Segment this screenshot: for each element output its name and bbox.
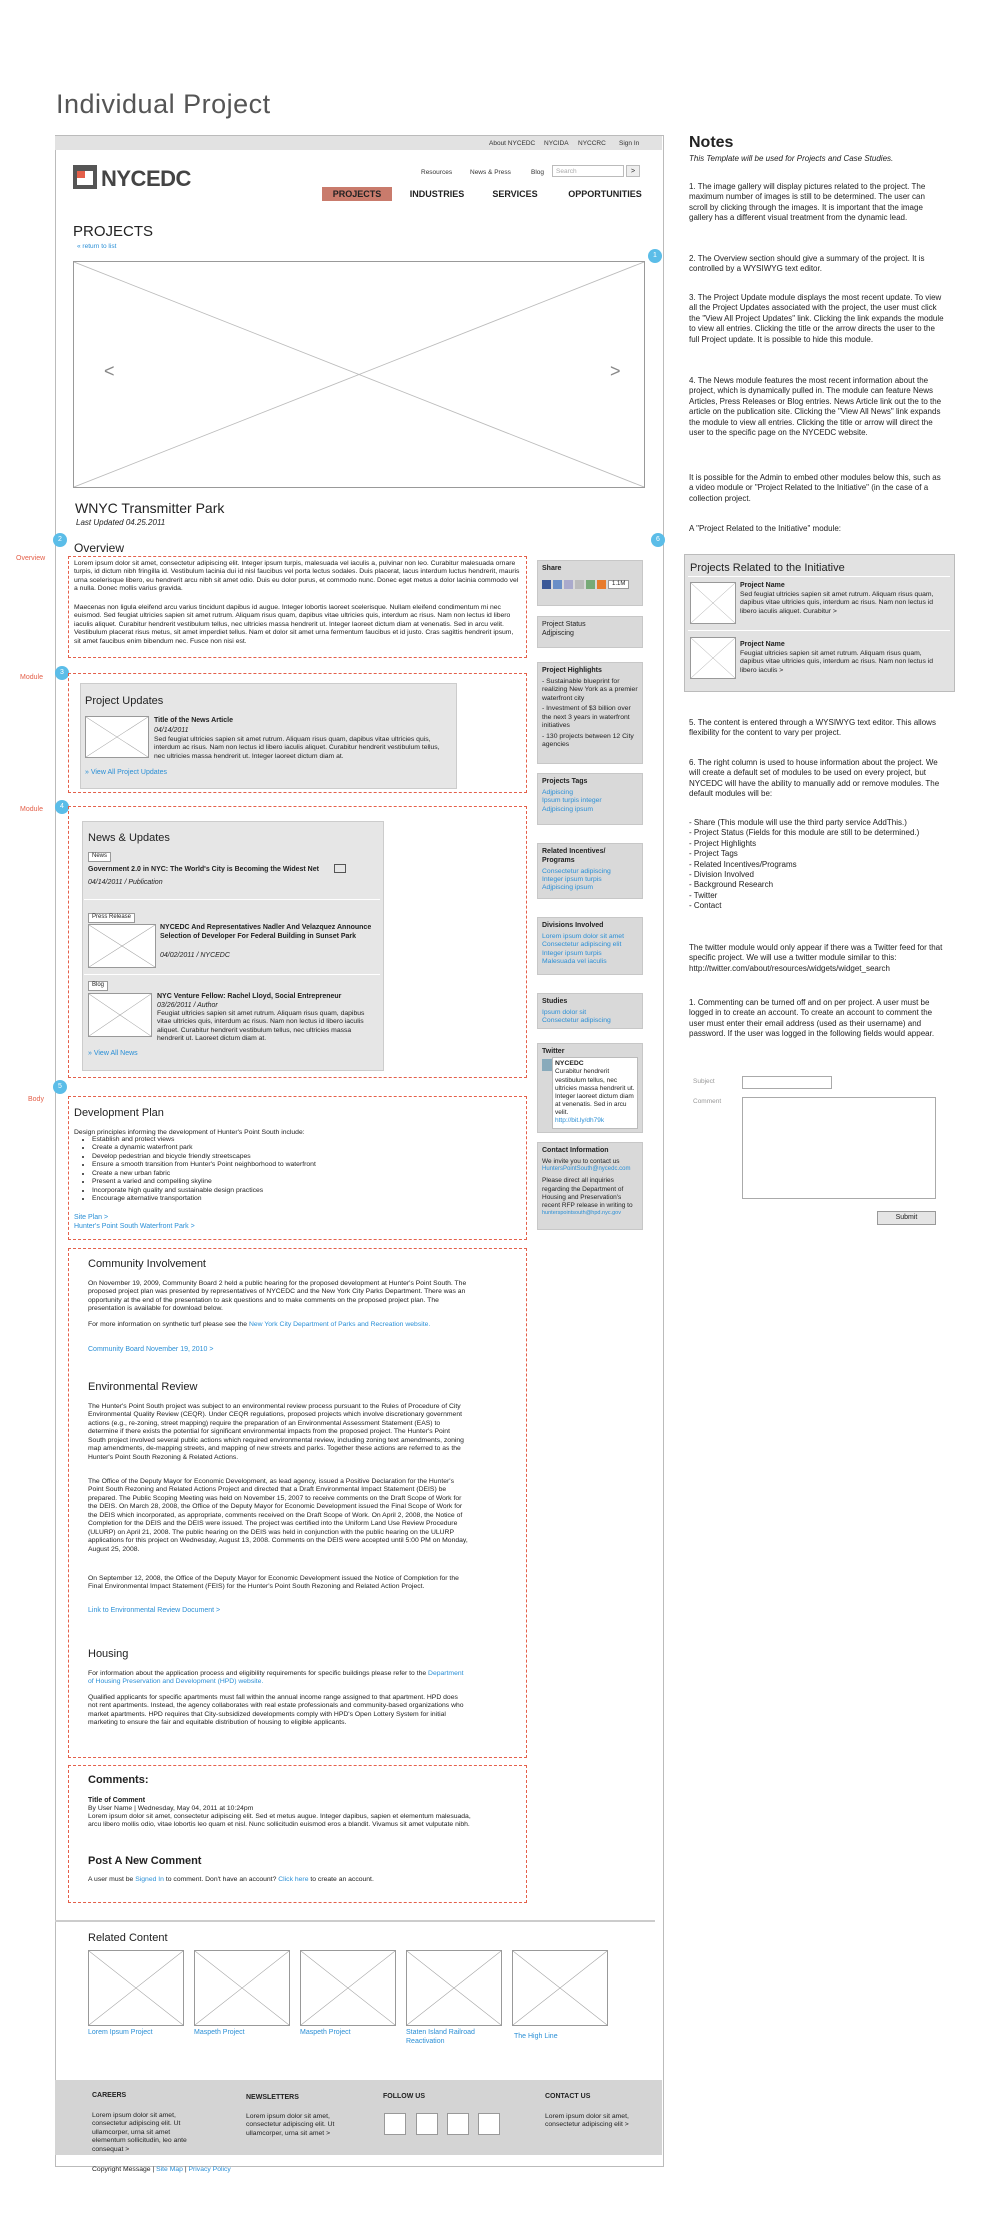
signed-in-link[interactable]: Signed In	[135, 1876, 164, 1883]
page-title: Individual Project	[56, 89, 271, 119]
env-paragraph-1: The Hunter's Point South project was subject to an environmental review process pursuant to the Rules of Procedure of City Environmental Quality Review (CEQR). Under CEQR regulations, proposed projects which involve discretionary government actions (e.g., re-zoning, street mapping) require the preparation of an Environmental Assessment Statement (EAS) to determine if there exists the potential for significant environmental impacts from the proposed project. The Hunter's Point South project involved several public actions which required environmental review, including zoning text amendments, zoning map amendments, de-mapping streets, and mapping of new streets and parks. Together these actions are referred to as the Hunter's Point South Rezoning & Related Actions.	[88, 1403, 464, 1461]
community-paragraph: On November 19, 2009, Community Board 2 held a public hearing for the proposed development at Hunter's Point South. The proposed project plan was presented by representatives of NYCEDC and the New York City Parks Department. There was an opportunity at the end of the presentation to ask questions and to make comments on the proposed project plan. The presentation is available for download below.	[88, 1280, 467, 1313]
footer-bottom-links: Copyright Message | Site Map | Privacy Policy	[92, 2166, 231, 2173]
gallery-prev-arrow[interactable]: <	[104, 361, 115, 381]
project-status-module	[537, 616, 643, 648]
post-mid: to comment. Don't have an account?	[165, 1876, 277, 1883]
related-initiative-title: Projects Related to the Initiative	[690, 562, 845, 574]
related-link[interactable]: The High Line	[514, 2033, 558, 2040]
dev-plan-list	[74, 1136, 492, 1204]
gallery-placeholder-icon	[74, 262, 644, 487]
news-thumbnail	[88, 993, 152, 1037]
top-link-resources[interactable]: Resources	[421, 169, 453, 176]
studies-module	[537, 993, 643, 1029]
last-updated: Last Updated 04.25.2011	[76, 518, 166, 527]
list-item: • Create a dynamic waterfront park	[92, 1144, 492, 1152]
incentive-link[interactable]: Integer ipsum turpis	[542, 875, 602, 883]
related-link[interactable]: Lorem Ipsum Project	[88, 2029, 153, 2036]
project-highlights-module	[537, 662, 643, 764]
share-title: Share	[542, 565, 562, 572]
list-item: - Background Research	[689, 880, 774, 890]
update-item-title[interactable]: Title of the News Article	[154, 717, 233, 724]
footer-follow-title: FOLLOW US	[383, 2093, 425, 2100]
notes-subtitle: This Template will be used for Projects and Case Studies.	[689, 154, 894, 163]
label-body: Body	[28, 1096, 44, 1103]
list-item: • Ensure a smooth transition from Hunter's Point neighborhood to waterfront	[92, 1161, 492, 1169]
share-module	[537, 560, 643, 606]
divider	[84, 974, 380, 975]
contact-email-2[interactable]: hunterspointsouth@hpd.nyc.gov	[542, 1209, 621, 1216]
note-6-list	[689, 818, 944, 912]
label-overview: Overview	[16, 555, 46, 562]
annotation-badge-1: 1	[648, 249, 662, 263]
related-thumbnail[interactable]	[194, 1950, 290, 2026]
tags-title: Projects Tags	[542, 778, 588, 785]
division-link[interactable]: Consectetur adipiscing elit	[542, 941, 622, 949]
news-tag: Press Release	[88, 913, 135, 923]
community-title: Community Involvement	[88, 1258, 206, 1270]
addthis-icon[interactable]	[597, 580, 606, 589]
list-item: - Share (This module will use the third party service AddThis.)	[689, 818, 907, 827]
util-link-nyccrc[interactable]: NYCCRC	[578, 140, 606, 147]
comments-title: Comments:	[88, 1774, 149, 1786]
waterfront-park-link[interactable]: Hunter's Point South Waterfront Park >	[74, 1223, 195, 1230]
subject-input[interactable]	[742, 1076, 832, 1089]
contact-module	[537, 1142, 643, 1230]
comment-label: Comment	[693, 1098, 722, 1105]
post-post: to create an account.	[310, 1876, 374, 1883]
subject-label: Subject	[693, 1078, 715, 1085]
contact-email-1[interactable]: HuntersPointSouth@nycedc.com	[542, 1165, 631, 1172]
parks-website-link[interactable]: New York City Department of Parks and Recreation website.	[248, 1321, 431, 1328]
create-account-link[interactable]: Click here	[278, 1876, 309, 1883]
related-title: Related Content	[88, 1932, 168, 1944]
view-all-news-link[interactable]: » View All News	[88, 1050, 138, 1057]
util-link-about[interactable]: About NYCEDC	[489, 140, 536, 147]
comment-text: Lorem ipsum dolor sit amet, consectetur adipiscing elit. Sed et metus augue. Integer dapibus, sapien et elementum malesuada, arcu libero mollis odio, vitae lobortis leo quam et nisl. Nunc sollicitudin euismod eros a blandit. Vivamus sit amet vulputate nibh.	[88, 1813, 471, 1829]
incentive-link[interactable]: Consectetur adipiscing	[542, 867, 611, 875]
social-icon[interactable]	[447, 2113, 469, 2135]
comment-textarea[interactable]	[742, 1097, 936, 1199]
comment-title: Title of Comment	[88, 1797, 146, 1804]
view-all-updates-link[interactable]: » View All Project Updates	[85, 769, 167, 776]
news-headline[interactable]: NYCEDC And Representatives Nadler And Velazquez Announce Selection of Developer For Federal Building in Sunset Park	[160, 924, 372, 940]
list-item: • Present a varied and compelling skyline	[92, 1178, 492, 1186]
project-status-value: Adjpiscing	[542, 629, 574, 637]
nav-opportunities[interactable]: OPPORTUNITIES	[568, 189, 642, 199]
study-link[interactable]: Ipsum dolor sit	[542, 1008, 587, 1016]
incentives-module	[537, 843, 643, 899]
related-thumbnail[interactable]	[512, 1950, 608, 2026]
update-date: 04/14/2011	[154, 727, 189, 734]
util-link-nycida[interactable]: NYCIDA	[544, 140, 569, 147]
related-thumbnail[interactable]	[88, 1950, 184, 2026]
list-item: - Contact	[689, 901, 722, 911]
highlight-item: - Sustainable blueprint for realizing New York as a premier waterfront city	[542, 677, 638, 702]
note-4: 4. The News module features the most recent information about the project, which is dynamically pulled in. The module can feature News Articles, Press Releases or Blog entries. News Article link out the to the article on the publication site. Clicking the "View All News" link expands the module to view all entries. Clicking the title or arrow will direct the user to the specific page on the NYCEDC website.	[689, 376, 942, 437]
news-meta: 03/26/2011 / Author	[157, 1002, 218, 1009]
update-text: Sed feugiat ultricies sapien sit amet rutrum. Aliquam risus quam, dapibus vitae ultricies quis, interdum ac risus. Nam non lectus id libero iaculis aliquet. Curabitur hendrerit vestibulum tellus, nec ultricies massa hendrerit ut. Integer laoreet dictum diam at.	[154, 736, 440, 760]
list-item: • Create a new urban fabric	[92, 1170, 492, 1178]
image-placeholder-icon	[89, 925, 155, 967]
site-map-link[interactable]: Site Map	[156, 2166, 183, 2173]
notes-title: Notes	[689, 134, 734, 151]
list-item: - Related Incentives/Programs	[689, 859, 797, 869]
image-placeholder-icon	[195, 1951, 289, 2025]
return-to-list-link[interactable]: « return to list	[77, 243, 117, 250]
studies-title: Studies	[542, 998, 568, 1005]
search-button[interactable]: >	[626, 165, 640, 177]
label-module-1: Module	[20, 674, 43, 681]
project-tags-module	[537, 773, 643, 825]
list-item: - Twitter	[689, 890, 718, 900]
image-placeholder-icon	[89, 1951, 183, 2025]
news-thumbnail	[88, 924, 156, 968]
footer-contact-title: CONTACT US	[545, 2093, 591, 2100]
note-7: 1. Commenting can be turned off and on per project. A user must be logged in to create an account. To create an account to comment the user must enter their email address (used as their username) and password. If the user was logged in the following fields would appear.	[689, 998, 935, 1039]
footer-newsletters-title: NEWSLETTERS	[246, 2094, 299, 2101]
dev-plan-title: Development Plan	[74, 1107, 164, 1119]
incentive-link[interactable]: Adjpiscing ipsum	[542, 884, 593, 892]
post-comment-text	[88, 1876, 374, 1884]
sign-in-link[interactable]: Sign In	[619, 140, 640, 147]
initiative-thumbnail[interactable]	[690, 637, 736, 679]
top-link-blog[interactable]: Blog	[531, 169, 545, 176]
image-placeholder-icon	[691, 583, 735, 623]
search-input[interactable]: Search	[552, 165, 624, 177]
incentives-title: Related Incentives/ Programs	[542, 848, 606, 864]
note-1: 1. The image gallery will display pictures related to the project. The maximum number of images is still to be determined. The user can scroll by clicking through the images. It is important that the image gallery has a different visual treatment from the dynamic lead.	[689, 182, 926, 223]
comment-meta: By User Name | Wednesday, May 04, 2011 at 10:24pm	[88, 1805, 254, 1812]
twitter-share-icon[interactable]	[553, 580, 562, 589]
dev-plan-intro: Design principles informing the development of Hunter's Point South include:	[74, 1129, 305, 1136]
twitter-handle: NYCEDC	[555, 1060, 584, 1067]
footer-newsletters-text[interactable]: Lorem ipsum dolor sit amet, consectetur adipiscing elit. Ut ullamcorper, urna sit amet >	[246, 2113, 335, 2137]
tag-link[interactable]: Adjpiscing	[542, 788, 573, 796]
annotation-badge-2: 2	[53, 533, 67, 547]
news-tag: Blog	[88, 981, 108, 991]
divider	[688, 630, 950, 631]
annotation-badge-4: 4	[55, 800, 69, 814]
community-p2-text: For more information on synthetic turf please see the	[88, 1321, 248, 1328]
contact-title: Contact Information	[542, 1147, 609, 1154]
related-link[interactable]: Maspeth Project	[194, 2029, 245, 2036]
initiative-project-name[interactable]: Project Name	[740, 641, 785, 648]
project-name: WNYC Transmitter Park	[75, 500, 225, 516]
footer-contact-text[interactable]: Lorem ipsum dolor sit amet, consectetur adipiscing elit >	[545, 2113, 629, 2129]
gallery-next-arrow[interactable]: >	[610, 361, 621, 381]
news-headline[interactable]: NYC Venture Fellow: Rachel Lloyd, Social Entrepreneur	[157, 993, 342, 1000]
copyright: Copyright Message	[92, 2166, 151, 2173]
print-icon[interactable]	[575, 580, 584, 589]
study-link[interactable]: Consectetur adipiscing	[542, 1017, 611, 1025]
initiative-project-name[interactable]: Project Name	[740, 582, 785, 589]
highlights-title: Project Highlights	[542, 667, 602, 674]
division-link[interactable]: Integer ipsum turpis	[542, 949, 602, 957]
housing-title: Housing	[88, 1648, 129, 1660]
annotation-badge-5: 5	[53, 1080, 67, 1094]
tag-link[interactable]: Adjpiscing ipsum	[542, 805, 593, 813]
twitter-title: Twitter	[542, 1048, 565, 1055]
community-board-link[interactable]: Community Board November 19, 2010 >	[88, 1346, 214, 1353]
news-headline[interactable]: Government 2.0 in NYC: The World's City is Becoming the Widest Net	[88, 866, 319, 873]
divisions-module	[537, 917, 643, 975]
overview-title: Overview	[74, 541, 125, 555]
community-paragraph-2	[88, 1321, 468, 1329]
env-paragraph-2: The Office of the Deputy Mayor for Economic Development, as lead agency, issued a Positive Declaration for the Hunter's Point South Rezoning and Related Actions Project and directed that a Draft Environmental Impact Statement (DEIS) be prepared. The Public Scoping Meeting was held on November 15, 2007 to receive comments on the Draft Scope of Work for the DEIS. On March 28, 2008, the Office of the Deputy Mayor for Economic Development issued the Final Scope of Work for the DEIS which incorporated, as appropriate, comments received on the Draft Scope of Work. On April 2, 2008, the Notice of Completion for the DEIS and the DEIS were issued. The project was certified into the Uniform Land Use Review Procedure (ULURP) on April 21, 2008. The public hearing on the DEIS was held in conjunction with the public hearing on the ULURP applications for this project on Wednesday, August 13, 2008. Comments on the DEIS were accepted until 5:00 PM on Monday, August 25, 2008.	[88, 1478, 468, 1553]
housing-paragraph-1	[88, 1670, 468, 1687]
facebook-icon[interactable]	[542, 580, 551, 589]
divider	[55, 1920, 655, 1922]
note-6: 6. The right column is used to house information about the project. We will create a default set of modules to be used on every project, but NYCEDC will have the ability to manually add or remove modules. The default modules will be:	[689, 758, 940, 799]
bookmark-icon[interactable]	[586, 580, 595, 589]
utility-bar	[55, 136, 662, 150]
top-link-news[interactable]: News & Press	[470, 169, 511, 176]
env-paragraph-3: On September 12, 2008, the Office of the Deputy Mayor for Economic Development issued the Notice of Completion for the Final Environmental Impact Statement (FEIS) for the Hunter's Point South Rezoning and Related Action Project.	[88, 1575, 459, 1591]
division-link[interactable]: Lorem ipsum dolor sit amet	[542, 932, 624, 940]
divider	[688, 576, 950, 577]
housing-p1-text: For information about the application process and eligibility requirements for specific buildings please refer to the	[88, 1670, 427, 1677]
footer-careers-title: CAREERS	[92, 2092, 127, 2099]
overview-paragraph-1: Lorem ipsum dolor sit amet, consectetur adipiscing elit. Integer ipsum turpis, malesuada vel iaculis a, pulvinar non leo. Curabitur malesuada ornare turpis, id dictum nibh fringilla id. Vestibulum lacinia dui id nisl faucibus vel porta lectus sodales. Duis placerat, lacus interdum luctus hendrerit, mauris urna scelerisque libero, eu hendrerit arcu nibh sit amet odio. Duis eu dolor purus, et commodo nunc. Donec eget metus a dolor lacinia commodo vel a nulla. Donec mollis varius gravida.	[74, 560, 520, 593]
section-heading: PROJECTS	[73, 223, 154, 240]
social-icon[interactable]	[384, 2113, 406, 2135]
note-6b: The twitter module would only appear if there was a Twitter feed for that specific project. We will use a twitter module similar to this: http://twitter.com/about/resources/widgets/widget_search	[689, 943, 943, 973]
note-3: 3. The Project Update module displays the most recent update. To view all the Project Updates associated with the project, the user must click the "View All Project Updates" link. Clicking the link expands the module to view all entries. Clicking the title or the arrow directs the user to the full Project update. It is possible to hide this module.	[689, 293, 944, 344]
image-placeholder-icon	[301, 1951, 395, 2025]
image-placeholder-icon	[513, 1951, 607, 2025]
list-item: - Project Tags	[689, 849, 738, 859]
highlight-item: - 130 projects between 12 City agencies	[542, 732, 634, 749]
news-text: Feugiat ultricies sapien sit amet rutrum. Aliquam risus quam, dapibus vitae ultricies quis, interdum ac risus. Nam non lectus id libero iaculis aliquet. Curabitur hendrerit vestibulum tellus, nec ultricies massa hendrerit ut. Laoreet dictum diam at.	[157, 1010, 365, 1043]
news-meta: 04/02/2011 / NYCEDC	[160, 952, 230, 959]
tag-link[interactable]: Ipsum turpis integer	[542, 797, 602, 805]
update-thumbnail	[85, 716, 149, 758]
housing-paragraph-2: Qualified applicants for specific apartments must fall within the annual income range assigned to that apartment. HPD does not rent apartments. Instead, the agency collaborates with real estate professionals and community-based organizations who market apartments. HPD requires that City-subsidized developments comply with HPD's Open Lottery System for initial marketing to ensure the fair and equitable distribution of housing to eligible applicants.	[88, 1694, 464, 1727]
image-placeholder-icon	[86, 717, 148, 757]
note-5: 5. The content is entered through a WYSIWYG text editor. This allows flexibility for the content to vary per project.	[689, 718, 936, 738]
divider	[84, 899, 380, 900]
updates-title: Project Updates	[85, 695, 164, 707]
social-icon[interactable]	[416, 2113, 438, 2135]
env-review-title: Environmental Review	[88, 1381, 198, 1393]
twitter-module	[537, 1043, 643, 1133]
contact-line-1: We invite you to contact us	[542, 1157, 620, 1165]
contact-line-2: Please direct all inquiries regarding the Department of Housing and Preservation's recent RFP release in writing to	[542, 1177, 633, 1209]
hpd-website-link[interactable]: Department of Housing Preservation and Development (HPD) website.	[88, 1670, 464, 1686]
social-icon[interactable]	[478, 2113, 500, 2135]
env-review-link[interactable]: Link to Environmental Review Document >	[88, 1607, 221, 1614]
external-link-icon[interactable]	[334, 864, 346, 873]
initiative-thumbnail[interactable]	[690, 582, 736, 624]
image-placeholder-icon	[407, 1951, 501, 2025]
annotation-badge-3: 3	[55, 666, 69, 680]
share-count: 1.1M	[608, 580, 629, 590]
division-link[interactable]: Malesuada vel iaculis	[542, 958, 607, 966]
image-placeholder-icon	[691, 638, 735, 678]
project-status-title: Project Status	[542, 621, 586, 628]
overview-paragraph-2: Maecenas non ligula eleifend arcu varius tincidunt dapibus id augue. Integer lobortis laoreet scelerisque. Nullam eleifend condimentum mi nec euismod. Sed feugiat ultricies sapien sit amet rutrum. Aliquam risus quam, dapibus vitae ultricies quis, interdum ac risus. Nam non lectus id libero iaculis aliquet. Curabitur hendrerit vestibulum tellus, nec ultricies massa hendrerit ut. Integer laoreet dictum diam at venenatis. Sed in arcu velit. Vestibulum placerat risus metus, sit amet imperdiet tellus. Nam et dolor sit amet urna fermentum faucibus et id justo. Cras sagittis hendrerit ipsum, sit amet faucibus enim bibendum nec. Fusce non nisi est.	[74, 604, 514, 645]
related-thumbnail[interactable]	[300, 1950, 396, 2026]
footer-careers-text[interactable]: Lorem ipsum dolor sit amet, consectetur adipiscing elit. Ut ullamcorper, urna sit amet elementum sollicitudin, leo ante consequat >	[92, 2112, 187, 2153]
initiative-project-text: Feugiat ultricies sapien sit amet rutrum. Aliquam risus quam, dapibus vitae ultricies quis, interdum ac risus. Nam non lectus id libero iaculis >	[740, 650, 934, 674]
news-meta: 04/14/2011 / Publication	[88, 879, 163, 886]
site-plan-link[interactable]: Site Plan >	[74, 1214, 109, 1221]
initiative-project-text: Sed feugiat ultricies sapien sit amet rutrum. Aliquam risus quam, dapibus vitae ultricies quis, interdum ac risus. Nam non lectus id libero iaculis aliquet. Curabitur >	[740, 591, 934, 615]
post-pre: A user must be	[88, 1876, 134, 1883]
news-tag: News	[88, 852, 111, 862]
email-share-icon[interactable]	[564, 580, 573, 589]
list-item: - Project Status (Fields for this module are still to be determined.)	[689, 828, 920, 838]
list-item: • Incorporate high quality and sustainable design practices	[92, 1187, 492, 1195]
tweet-link[interactable]: http://bit.ly/dh79k	[555, 1117, 605, 1125]
image-gallery	[73, 261, 645, 488]
related-link[interactable]: Maspeth Project	[300, 2029, 351, 2036]
note-4c: A "Project Related to the Initiative" module:	[689, 524, 841, 533]
tweet-text: Curabitur hendrerit vestibulum tellus, nec ultricies massa hendrerit ut. Integer laoreet dictum diam at venenatis. Sed in arcu velit.	[555, 1068, 635, 1117]
nav-industries[interactable]: INDUSTRIES	[409, 189, 465, 199]
post-comment-title: Post A New Comment	[88, 1855, 202, 1867]
related-link[interactable]: Staten Island Railroad Reactivation	[406, 2029, 475, 2045]
nav-projects[interactable]: PROJECTS	[322, 187, 392, 201]
logo-text: NYCEDC	[101, 166, 191, 191]
submit-button[interactable]: Submit	[877, 1211, 936, 1225]
highlight-item: - Investment of $3 billion over the next 3 years in waterfront initiatives	[542, 705, 631, 730]
note-2: 2. The Overview section should give a summary of the project. It is controlled by a WYSIWYG text editor.	[689, 254, 925, 274]
label-module-2: Module	[20, 806, 43, 813]
list-item: - Division Involved	[689, 869, 754, 879]
privacy-policy-link[interactable]: Privacy Policy	[188, 2166, 231, 2173]
list-item: - Project Highlights	[689, 838, 757, 848]
note-4b: It is possible for the Admin to embed other modules below this, such as a video module or "Project Related to the Initiative" (in the case of a collection project.	[689, 473, 941, 503]
image-placeholder-icon	[89, 994, 151, 1036]
related-thumbnail[interactable]	[406, 1950, 502, 2026]
annotation-badge-6: 6	[651, 533, 665, 547]
divisions-title: Divisions Involved	[542, 922, 604, 929]
news-title: News & Updates	[88, 832, 170, 844]
nav-services[interactable]: SERVICES	[492, 189, 538, 199]
list-item: • Develop pedestrian and bicycle friendly streetscapes	[92, 1153, 492, 1161]
logo-mark-icon	[73, 165, 97, 189]
list-item: • Establish and protect views	[92, 1136, 492, 1144]
list-item: • Encourage alternative transportation	[92, 1195, 492, 1203]
